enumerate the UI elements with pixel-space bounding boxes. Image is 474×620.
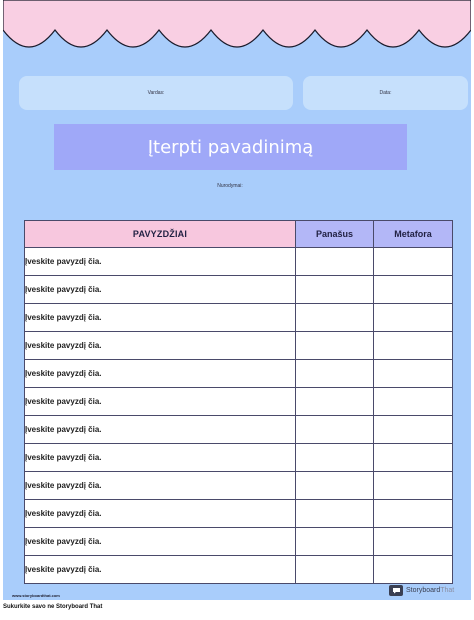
example-cell[interactable]: Įveskite pavyzdį čia. — [25, 500, 296, 528]
example-cell[interactable]: Įveskite pavyzdį čia. — [25, 332, 296, 360]
scallop-border — [3, 0, 471, 62]
metaphor-cell[interactable] — [374, 500, 453, 528]
example-cell[interactable]: Įveskite pavyzdį čia. — [25, 556, 296, 584]
example-cell[interactable]: Įveskite pavyzdį čia. — [25, 444, 296, 472]
table-row — [25, 304, 453, 332]
simile-cell[interactable] — [296, 304, 374, 332]
metaphor-cell[interactable] — [374, 332, 453, 360]
metaphor-cell[interactable] — [374, 304, 453, 332]
example-cell[interactable]: Įveskite pavyzdį čia. — [25, 248, 296, 276]
simile-cell[interactable] — [296, 472, 374, 500]
table-row — [25, 248, 453, 276]
table-row — [25, 444, 453, 472]
table-row — [25, 416, 453, 444]
table-row — [25, 556, 453, 584]
metaphor-cell[interactable] — [374, 276, 453, 304]
table-row — [25, 388, 453, 416]
title-box[interactable] — [54, 124, 407, 170]
name-field[interactable] — [19, 76, 293, 110]
metaphor-cell[interactable] — [374, 360, 453, 388]
example-cell[interactable]: Įveskite pavyzdį čia. — [25, 528, 296, 556]
logo-text-that: That — [440, 587, 455, 594]
instructions-label: Nurodymai: — [217, 183, 243, 189]
metaphor-cell[interactable] — [374, 444, 453, 472]
table-row — [25, 332, 453, 360]
example-cell[interactable]: Įveskite pavyzdį čia. — [25, 360, 296, 388]
simile-cell[interactable] — [296, 416, 374, 444]
simile-cell[interactable] — [296, 248, 374, 276]
simile-cell[interactable] — [296, 276, 374, 304]
date-field[interactable] — [303, 76, 468, 110]
page-title: Įterpti pavadinimą — [147, 136, 314, 158]
metaphor-cell[interactable] — [374, 248, 453, 276]
header-simile: Panašus — [296, 221, 374, 248]
worksheet — [3, 0, 471, 600]
simile-cell[interactable] — [296, 360, 374, 388]
logo-text-main: Storyboard — [406, 587, 441, 594]
simile-cell[interactable] — [296, 500, 374, 528]
table-row — [25, 472, 453, 500]
metaphor-cell[interactable] — [374, 388, 453, 416]
table-row — [25, 528, 453, 556]
metaphor-cell[interactable] — [374, 556, 453, 584]
simile-cell[interactable] — [296, 332, 374, 360]
example-cell[interactable]: Įveskite pavyzdį čia. — [25, 388, 296, 416]
table-header-row — [25, 221, 453, 248]
simile-cell[interactable] — [296, 444, 374, 472]
header-metaphor: Metafora — [374, 221, 453, 248]
simile-cell[interactable] — [296, 528, 374, 556]
storyboard-logo — [389, 585, 454, 596]
simile-cell[interactable] — [296, 556, 374, 584]
credit-text: Sukurkite savo ne Storyboard That — [3, 604, 103, 610]
example-cell[interactable]: Įveskite pavyzdį čia. — [25, 472, 296, 500]
metaphor-cell[interactable] — [374, 528, 453, 556]
example-cell[interactable]: Įveskite pavyzdį čia. — [25, 304, 296, 332]
metaphor-cell[interactable] — [374, 416, 453, 444]
metaphor-cell[interactable] — [374, 472, 453, 500]
example-cell[interactable]: Įveskite pavyzdį čia. — [25, 416, 296, 444]
date-label: Data: — [379, 90, 392, 96]
storyboard-logo-icon — [389, 585, 403, 596]
header-examples: PAVYZDŽIAI — [25, 221, 296, 248]
table-row — [25, 500, 453, 528]
examples-table — [24, 220, 453, 584]
table-row — [25, 360, 453, 388]
simile-cell[interactable] — [296, 388, 374, 416]
table-row — [25, 276, 453, 304]
website-url: www.storyboardthat.com — [12, 593, 60, 598]
example-cell[interactable]: Įveskite pavyzdį čia. — [25, 276, 296, 304]
name-label: Vardas: — [147, 90, 165, 96]
